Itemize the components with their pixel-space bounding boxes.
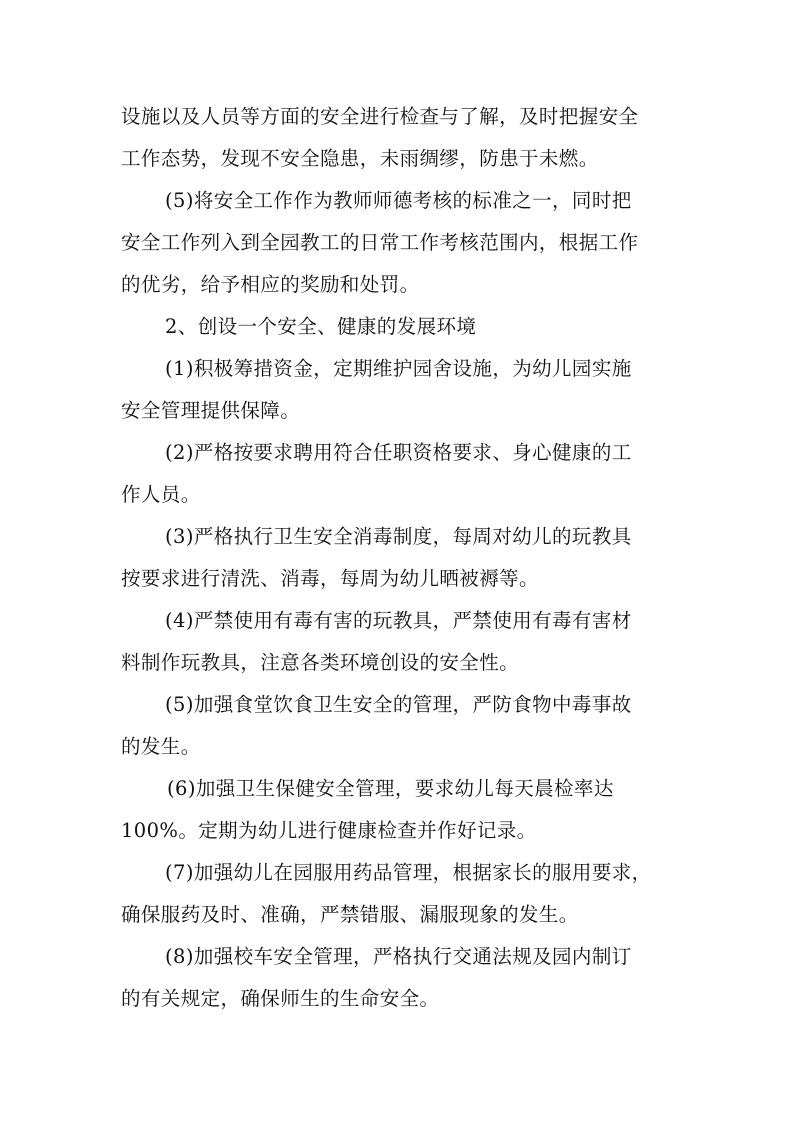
text-line: 安全管理提供保障。 <box>121 399 301 422</box>
text-line: (5)加强食堂饮食卫生安全的管理，严防食物中毒事故 <box>165 693 632 716</box>
text-line: 料制作玩教具，注意各类环境创设的安全性。 <box>121 651 520 674</box>
document-body <box>121 96 677 1020</box>
text-line: (3)严格执行卫生安全消毒制度，每周对幼儿的玩教具 <box>165 525 632 548</box>
section-2-heading <box>121 306 677 348</box>
section-heading-line: 2、创设一个安全、健康的发展环境 <box>165 315 477 338</box>
paragraph-item-5-teacher-assessment <box>121 180 677 306</box>
paragraph-item-7-medicine <box>121 852 677 936</box>
text-line: 的有关规定，确保师生的生命安全。 <box>121 987 440 1010</box>
text-line: (8)加强校车安全管理，严格执行交通法规及园内制订 <box>165 945 632 968</box>
text-line: 确保服药及时、准确，严禁错服、漏服现象的发生。 <box>121 903 579 926</box>
paragraph-item-5-canteen <box>121 684 677 768</box>
paragraph-item-2-staffing <box>121 432 677 516</box>
paragraph-item-3-hygiene <box>121 516 677 600</box>
text-line: 安全工作列入到全园教工的日常工作考核范围内，根据工作 <box>121 231 639 254</box>
text-line: (6)加强卫生保健安全管理，要求幼儿每天晨检率达 <box>167 777 614 800</box>
text-line: 的优劣，给予相应的奖励和处罚。 <box>121 273 420 296</box>
paragraph-item-1-funding <box>121 348 677 432</box>
text-line: (4)严禁使用有毒有害的玩教具，严禁使用有毒有害材 <box>165 609 632 632</box>
text-line: 工作态势，发现不安全隐患，未雨绸缪，防患于未燃。 <box>121 147 599 170</box>
text-line: (1)积极筹措资金，定期维护园舍设施，为幼儿园实施 <box>165 357 632 380</box>
text-line: (7)加强幼儿在园服用药品管理，根据家长的服用要求， <box>165 861 652 884</box>
paragraph-item-8-school-bus <box>121 936 677 1020</box>
text-line: 作人员。 <box>121 483 201 506</box>
text-line: (5)将安全工作作为教师师德考核的标准之一，同时把 <box>165 189 632 212</box>
text-line: 按要求进行清洗、消毒，每周为幼儿晒被褥等。 <box>121 567 539 590</box>
text-line: 100%。定期为幼儿进行健康检查并作好记录。 <box>121 819 537 842</box>
text-line: (2)严格按要求聘用符合任职资格要求、身心健康的工 <box>165 441 632 464</box>
paragraph-item-4-toys <box>121 600 677 684</box>
paragraph-continuation <box>121 96 677 180</box>
text-line: 设施以及人员等方面的安全进行检查与了解，及时把握安全 <box>121 105 639 128</box>
text-line: 的发生。 <box>121 735 201 758</box>
paragraph-item-6-health <box>121 768 677 852</box>
